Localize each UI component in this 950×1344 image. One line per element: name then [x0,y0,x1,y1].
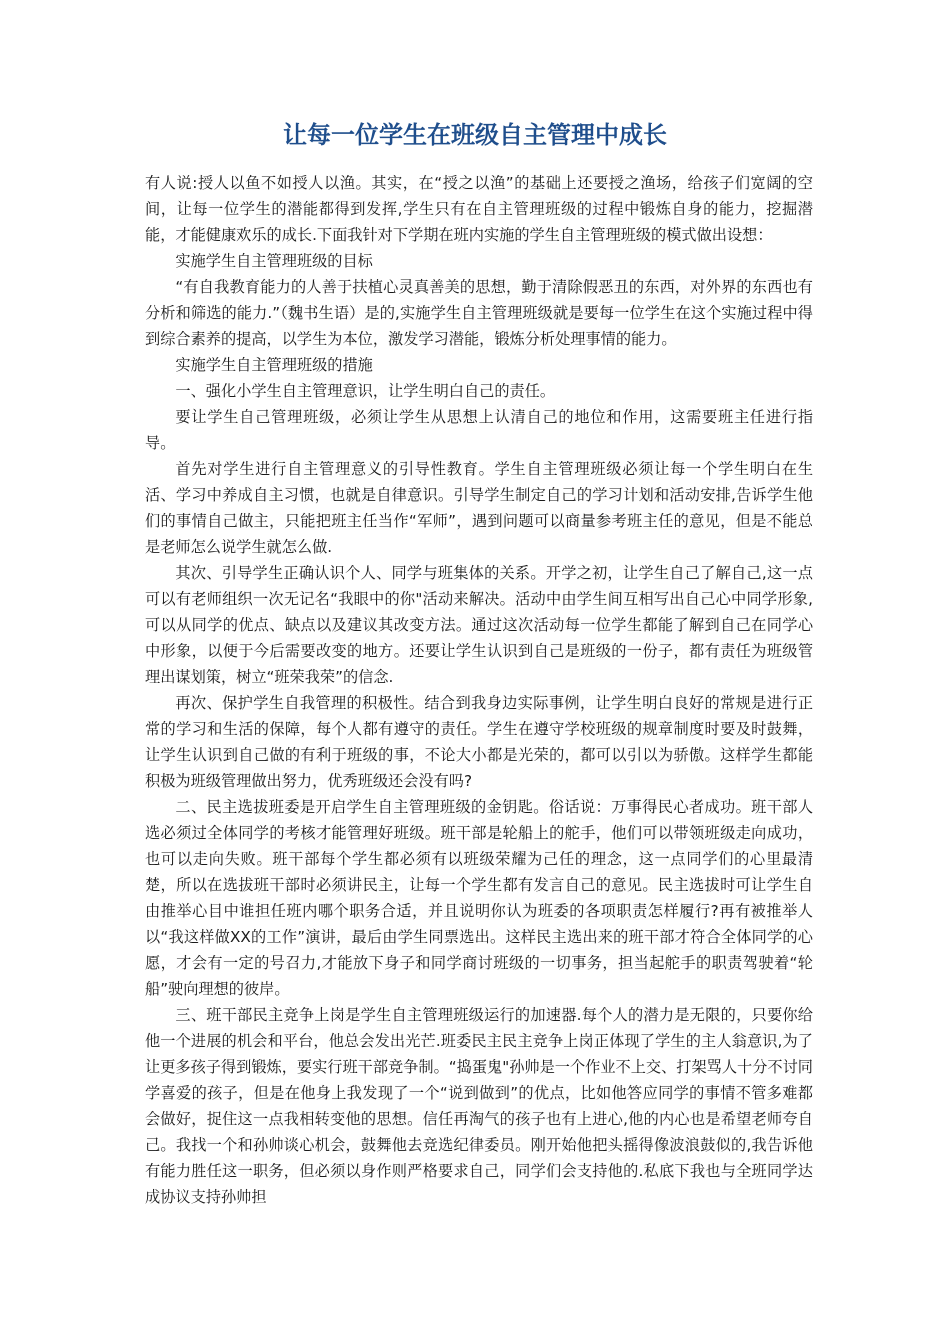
paragraph: 一、强化小学生自主管理意识，让学生明白自己的责任。 [175,382,556,400]
paragraph: 实施学生自主管理班级的目标 [175,252,373,270]
paragraph: “有自我教育能力的人善于扶植心灵真善美的思想，勤于清除假恶丑的东西，对外界的东西也有分析和筛选的能力.”（魏书生语）是的,实施学生自主管理班级就是要每一位学生在这个实施过程中得到综合素养的提高，以学生为本位，激发学习潜能，锻炼分析处理事情的能力。 [145,278,813,348]
paragraph: 要让学生自己管理班级，必须让学生从思想上认清自己的地位和作用，这需要班主任进行指导。 [145,408,813,452]
paragraph: 实施学生自主管理班级的措施 [175,356,373,374]
paragraph: 有人说:授人以鱼不如授人以渔。其实，在“授之以渔”的基础上还要授之渔场，给孩子们宽阔的空间，让每一位学生的潜能都得到发挥,学生只有在自主管理班级的过程中锻炼自身的能力，挖掘潜能，才能健康欢乐的成长.下面我针对下学期在班内实施的学生自主管理班级的模式做出设想： [145,174,813,244]
paragraph: 首先对学生进行自主管理意义的引导性教育。学生自主管理班级必须让每一个学生明白在生活、学习中养成自主习惯，也就是自律意识。引导学生制定自己的学习计划和活动安排,告诉学生他们的事情自己做主，只能把班主任当作“军师”，遇到问题可以商量参考班主任的意见，但是不能总是老师怎么说学生就怎么做. [145,460,813,556]
paragraph: 三、班干部民主竞争上岗是学生自主管理班级运行的加速器.每个人的潜力是无限的，只要你给他一个进展的机会和平台，他总会发出光芒.班委民主民主竞争上岗正体现了学生的主人翁意识,为了让更多孩子得到锻炼，要实行班干部竞争制。“捣蛋鬼"孙帅是一个作业不上交、打架骂人十分不讨同学喜爱的孩子，但是在他身上我发现了一个“说到做到”的优点，比如他答应同学的事情不管多难都会做好，捉住这一点我相转变他的思想。信任再淘气的孩子也有上进心,他的内心也是希望老师夸自己。我找一个和孙帅谈心机会，鼓舞他去竞选纪律委员。刚开始他把头摇得像波浪鼓似的,我告诉他有能力胜任这一职务，但必须以身作则严格要求自己，同学们会支持他的.私底下我也与全班同学达成协议支持孙帅担 [145,1006,813,1206]
document-body [145,170,813,1210]
paragraph: 二、民主选拔班委是开启学生自主管理班级的金钥匙。俗话说：万事得民心者成功。班干部人选必须过全体同学的考核才能管理好班级。班干部是轮船上的舵手，他们可以带领班级走向成功，也可以走向失败。班干部每个学生都必须有以班级荣耀为己任的理念，这一点同学们的心里最清楚，所以在选拔班干部时必须讲民主，让每一个学生都有发言自己的意见。民主选拔时可让学生自由推举心目中谁担任班内哪个职务合适，并且说明你认为班委的各项职责怎样履行?再有被推举人以“我这样做XX的工作”演讲，最后由学生同票选出。这样民主选出来的班干部才符合全体同学的心愿，才会有一定的号召力,才能放下身子和同学商讨班级的一切事务，担当起舵手的职责驾驶着“轮船”驶向理想的彼岸。 [145,798,813,998]
paragraph: 再次、保护学生自我管理的积极性。结合到我身边实际事例，让学生明白良好的常规是进行正常的学习和生活的保障，每个人都有遵守的责任。学生在遵守学校班级的规章制度时要及时鼓舞，让学生认识到自己做的有利于班级的事，不论大小都是光荣的，都可以引以为骄傲。这样学生都能积极为班级管理做出努力，优秀班级还会没有吗? [145,694,813,790]
document-title: 让每一位学生在班级自主管理中成长 [283,121,667,149]
paragraph: 其次、引导学生正确认识个人、同学与班集体的关系。开学之初，让学生自己了解自己,这一点可以有老师组织一次无记名“我眼中的你"活动来解决。活动中由学生间互相写出自己心中同学形象,可以从同学的优点、缺点以及建议其改变方法。通过这次活动每一位学生都能了解到自己在同学心中形象，以便于今后需要改变的地方。还要让学生认识到自己是班级的一份子，都有责任为班级管理出谋划策，树立“班荣我荣”的信念. [145,564,813,686]
